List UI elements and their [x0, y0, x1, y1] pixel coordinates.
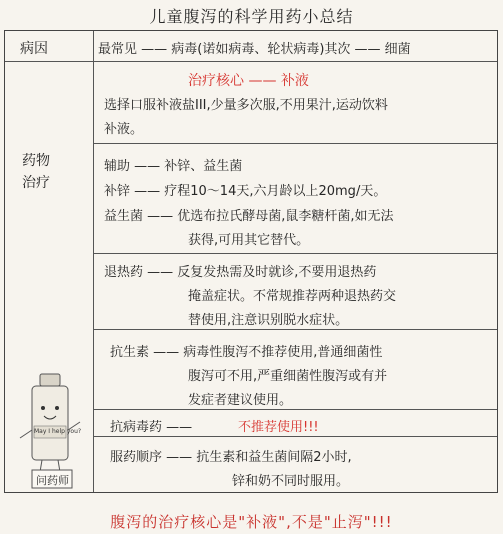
order-line-2: 锌和奶不同时服用。	[232, 474, 350, 489]
page-title: 儿童腹泻的科学用药小总结	[149, 7, 354, 26]
drug-treatment-label-1: 药物	[22, 153, 50, 169]
footer-slogan: 腹泻的治疗核心是"补液",不是"止泻"!!!	[110, 513, 393, 531]
antipyretic-line-2: 掩盖症状。不常规推荐两种退热药交	[188, 289, 397, 304]
row-divider-header	[5, 61, 497, 62]
row-divider-antipyretic	[93, 329, 497, 330]
pharmacist-bottle-illustration	[14, 372, 86, 490]
adjuvant-line-2: 补锌 —— 疗程10～14天,六月龄以上20mg/天。	[104, 184, 387, 199]
row-divider-antibiotic	[93, 409, 497, 410]
adjuvant-line-4: 获得,可用其它替代。	[188, 233, 310, 248]
antibiotic-line-2: 腹泻可不用,严重细菌性腹泻或有并	[188, 369, 388, 384]
core-line-2: 补液。	[104, 122, 144, 137]
antipyretic-line-1: 退热药 —— 反复发热需及时就诊,不要用退热药	[104, 265, 377, 280]
bottle-label-text: May I help you?	[34, 428, 82, 435]
adjuvant-line-3: 益生菌 —— 优选布拉氏酵母菌,鼠李糖杆菌,如无法	[104, 209, 394, 224]
antiviral-value: 不推荐使用!!!	[238, 420, 319, 435]
core-heading: 治疗核心 —— 补液	[188, 73, 309, 89]
adjuvant-line-1: 辅助 —— 补锌、益生菌	[104, 159, 243, 174]
antibiotic-line-3: 发症者建议使用。	[188, 393, 293, 408]
drug-treatment-label-2: 治疗	[22, 175, 50, 191]
column-divider	[93, 31, 94, 492]
antibiotic-line-1: 抗生素 —— 病毒性腹泻不推荐使用,普通细菌性	[110, 345, 383, 360]
antiviral-label: 抗病毒药 ——	[110, 420, 193, 435]
sign-text: 问药师	[36, 474, 69, 487]
row-divider-adjuvant	[93, 253, 497, 254]
cause-label: 病因	[20, 41, 48, 57]
row-divider-antiviral	[93, 436, 497, 437]
cause-text: 最常见 —— 病毒(诺如病毒、轮状病毒)其次 —— 细菌	[98, 42, 411, 57]
core-line-1: 选择口服补液盐III,少量多次服,不用果汁,运动饮料	[104, 98, 388, 113]
row-divider-core	[93, 143, 497, 144]
order-line-1: 服药顺序 —— 抗生素和益生菌间隔2小时,	[110, 450, 352, 465]
antipyretic-line-3: 替使用,注意识别脱水症状。	[188, 313, 349, 328]
